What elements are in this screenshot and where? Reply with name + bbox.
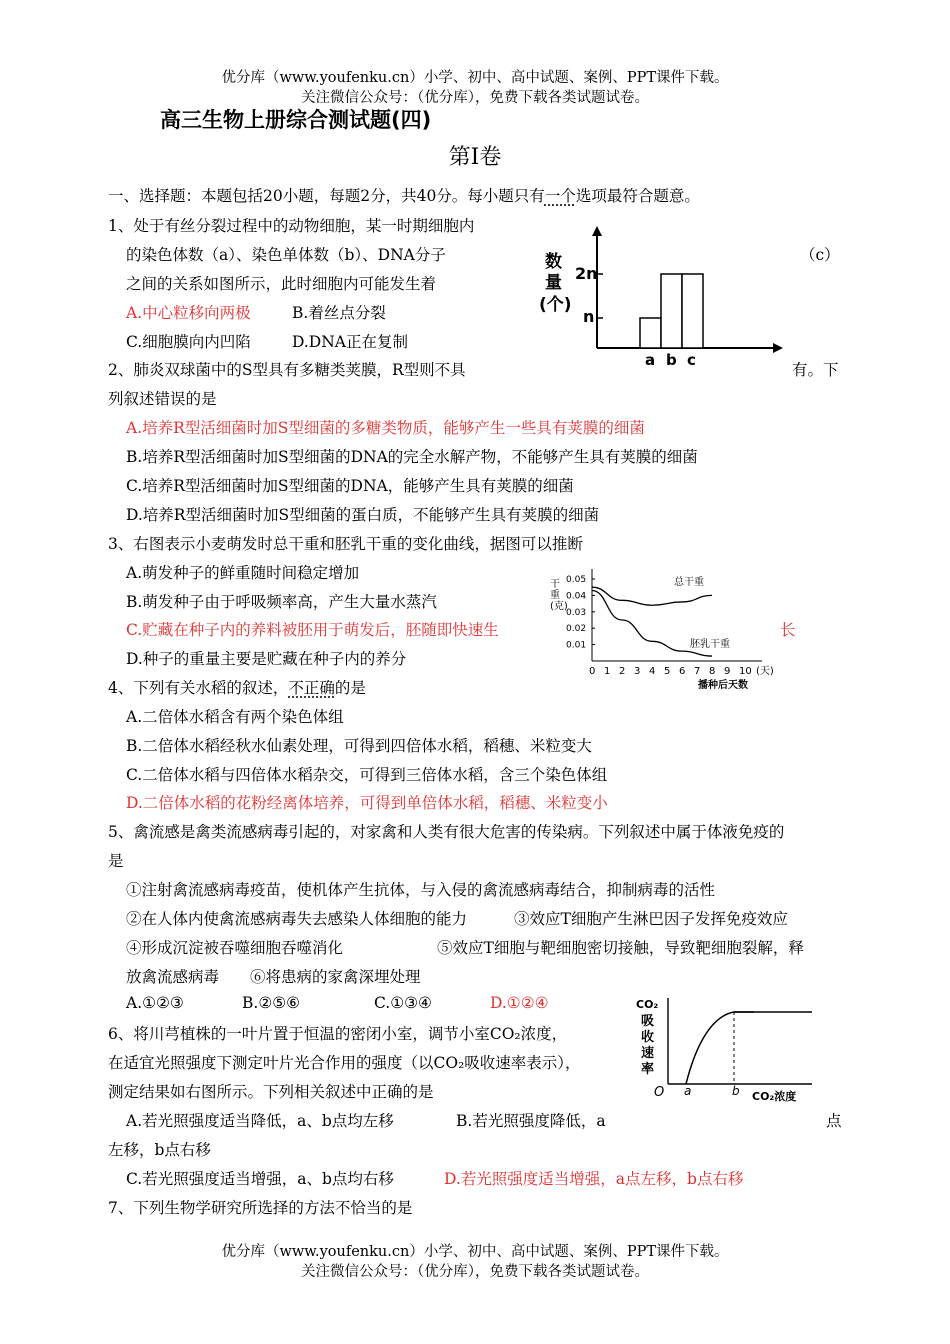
q1-option-b: B.着丝点分裂 (292, 304, 386, 322)
q3-stem: 3、右图表示小麦萌发时总干重和胚乳干重的变化曲线，据图可以推断 (108, 535, 583, 553)
y-unit-label: 干 (550, 579, 560, 590)
q5-option-a: A.①②③ (126, 994, 184, 1012)
q6-line-chart (636, 992, 826, 1107)
point-b-label: b (732, 1084, 740, 1098)
y-label-co2: CO₂ (636, 998, 659, 1011)
svg-text:(克): (克) (550, 601, 568, 612)
q3-line-chart (548, 565, 788, 700)
q5-stem-1: 5、禽流感是禽类流感病毒引起的，对家禽和人类有很大危害的传染病。下列叙述中属于体液免疫的 (108, 823, 785, 841)
q5-item-5: ⑤效应T细胞与靶细胞密切接触，导致靶细胞裂解，释 (437, 939, 804, 957)
q4-stem: 4、下列有关水稻的叙述，不正确的是 (108, 679, 366, 697)
origin-label: O (654, 1085, 665, 1100)
q5-stem-2: 是 (108, 852, 124, 870)
q4-option-b: B.二倍体水稻经秋水仙素处理，可得到四倍体水稻，稻穗、米粒变大 (126, 737, 592, 755)
tick-2n: 2n (575, 264, 598, 283)
total-dry-weight-curve (592, 587, 712, 605)
photosynthesis-curve (686, 1012, 754, 1084)
q5-item-5-cont: 放禽流感病毒 (126, 968, 220, 986)
x-axis-label: CO₂浓度 (752, 1090, 797, 1103)
q6-stem-3: 测定结果如右图所示。下列相关叙述中正确的是 (108, 1083, 434, 1101)
q2-option-a: A.培养R型活细菌时加S型细菌的多糖类物质，能够产生一些具有荚膜的细菌 (126, 419, 645, 437)
x-axis-label: 播种后天数 (698, 680, 748, 691)
tick-n: n (583, 307, 595, 326)
q5-option-d: D.①②④ (490, 994, 549, 1012)
y-label-2: 量 (545, 273, 562, 293)
q6-option-b: B.若光照强度降低，a (456, 1112, 606, 1130)
q1-stem-1: 1、处于有丝分裂过程中的动物细胞，某一时期细胞内 (108, 217, 475, 235)
x-tick-label: 5 (664, 666, 671, 677)
y-tick-label: 0.01 (566, 640, 587, 651)
q1-option-a: A.中心粒移向两极 (126, 304, 251, 322)
x-tick-label: 6 (679, 666, 686, 677)
volume-title: 第Ⅰ卷 (448, 145, 502, 170)
q4-option-c: C.二倍体水稻与四倍体水稻杂交，可得到三倍体水稻，含三个染色体组 (126, 766, 608, 784)
header-line-2: 关注微信公众号：（优分库），免费下载各类试题试卷。 (301, 90, 649, 106)
svg-text:速: 速 (641, 1046, 655, 1061)
svg-text:重: 重 (550, 590, 560, 601)
q3-option-c: C.贮藏在种子内的养料被胚用于萌发后，胚随即快速生 (126, 621, 499, 639)
y-label-1: 数 (545, 252, 562, 272)
q3-option-d: D.种子的重量主要是贮藏在种子内的养分 (126, 650, 407, 668)
q3-option-b: B.萌发种子由于呼吸频率高，产生大量水蒸汽 (126, 593, 437, 611)
q5-item-3: ③效应T细胞产生淋巴因子发挥免疫效应 (514, 910, 788, 928)
x-tick-label: 2 (619, 666, 626, 677)
x-tick-label: 10 (739, 666, 752, 677)
q1-stem-2: 的染色体数（a）、染色单体数（b）、DNA分子 (126, 246, 446, 264)
bar-a (640, 318, 661, 348)
q6-option-a: A.若光照强度适当降低，a、b点均左移 (126, 1112, 394, 1130)
q5-item-2: ②在人体内使禽流感病毒失去感染人体细胞的能力 (126, 910, 468, 928)
x-tick-label: 8 (709, 666, 716, 677)
svg-text:吸: 吸 (641, 1014, 655, 1029)
endosperm-dry-weight-label: 胚乳干重 (690, 639, 730, 650)
q6-option-b-cont2: 左移，b点右移 (108, 1141, 211, 1159)
svg-text:收: 收 (641, 1030, 655, 1045)
y-tick-label: 0.04 (566, 591, 587, 602)
y-tick-label: 0.02 (566, 624, 587, 635)
q1-stem-2b: （c） (800, 246, 840, 264)
x-tick-label: 1 (604, 666, 611, 677)
x-axis-arrow (773, 343, 783, 353)
y-axis-arrow (592, 226, 602, 236)
q6-stem-1: 6、将川芎植株的一叶片置于恒温的密闭小室，调节小室CO₂浓度， (108, 1025, 568, 1043)
footer-line-1: 优分库（www.youfenku.cn）小学、初中、高中试题、案例、PPT课件下载。 (221, 1244, 729, 1260)
q6-option-b-cont: 点 (826, 1112, 842, 1130)
svg-text:率: 率 (641, 1062, 655, 1077)
q6-stem-2: 在适宜光照强度下测定叶片光合作用的强度（以CO₂吸收速率表示）， (108, 1054, 581, 1072)
header-line-1: 优分库（www.youfenku.cn）小学、初中、高中试题、案例、PPT课件下载。 (221, 70, 729, 86)
y-tick-label: 0.03 (566, 607, 587, 618)
q4-option-d: D.二倍体水稻的花粉经离体培养，可得到单倍体水稻，稻穗、米粒变小 (126, 794, 608, 812)
q2-option-b: B.培养R型活细菌时加S型细菌的DNA的完全水解产物，不能够产生具有荚膜的细菌 (126, 448, 698, 466)
x-tick-label: 4 (649, 666, 656, 677)
q1-option-d: D.DNA正在复制 (292, 333, 408, 351)
x-tick-label: 9 (724, 666, 731, 677)
q3-option-a: A.萌发种子的鲜重随时间稳定增加 (126, 564, 360, 582)
q7-stem: 7、下列生物学研究所选择的方法不恰当的是 (108, 1199, 413, 1217)
q5-option-c: C.①③④ (374, 994, 432, 1012)
q2-stem-2: 列叙述错误的是 (108, 390, 217, 408)
q1-stem-3: 之间的关系如图所示，此时细胞内可能发生着 (126, 275, 437, 293)
page-title: 高三生物上册综合测试题(四) (160, 108, 432, 132)
q5-item-1: ①注射禽流感病毒疫苗，使机体产生抗体，与入侵的禽流感病毒结合，抑制病毒的活性 (126, 881, 716, 899)
x-tick-label: 3 (634, 666, 641, 677)
bar-label-b: b (666, 351, 677, 369)
q2-stem-1: 2、肺炎双球菌中的S型具有多糖类荚膜，R型则不具 (108, 361, 466, 379)
total-dry-weight-label: 总干重 (674, 577, 704, 588)
x-unit: (天) (756, 666, 774, 677)
bar-c (682, 274, 703, 348)
q5-item-4: ④形成沉淀被吞噬细胞吞噬消化 (126, 939, 344, 957)
q5-item-6: ⑥将患病的家禽深埋处理 (250, 968, 421, 986)
section-instructions: 一、选择题：本题包括20小题，每题2分，共40分。每小题只有一个选项最符合题意。 (108, 187, 700, 205)
q1-option-c: C.细胞膜向内凹陷 (126, 333, 251, 351)
y-tick-label: 0.05 (566, 575, 587, 585)
bar-label-c: c (687, 351, 696, 369)
x-tick-label: 0 (589, 666, 596, 677)
bar-b (661, 274, 682, 348)
q1-bar-chart (535, 222, 785, 372)
q5-option-b: B.②⑤⑥ (242, 994, 301, 1012)
q6-option-d: D.若光照强度适当增强，a点左移，b点右移 (444, 1170, 744, 1188)
y-label-3: (个) (539, 295, 572, 315)
q2-option-c: C.培养R型活细菌时加S型细菌的DNA，能够产生具有荚膜的细菌 (126, 477, 574, 495)
footer-line-2: 关注微信公众号：（优分库），免费下载各类试题试卷。 (301, 1264, 649, 1280)
bar-label-a: a (645, 351, 656, 369)
q2-stem-1b: 有。下 (792, 361, 839, 379)
x-tick-label: 7 (694, 666, 701, 677)
q2-option-d: D.培养R型活细菌时加S型细菌的蛋白质，不能够产生具有荚膜的细菌 (126, 506, 600, 524)
q4-option-a: A.二倍体水稻含有两个染色体组 (126, 708, 344, 726)
q6-option-c: C.若光照强度适当增强，a、b点均右移 (126, 1170, 394, 1188)
q3-option-c-end: 长 (780, 621, 796, 639)
point-a-label: a (684, 1084, 692, 1098)
